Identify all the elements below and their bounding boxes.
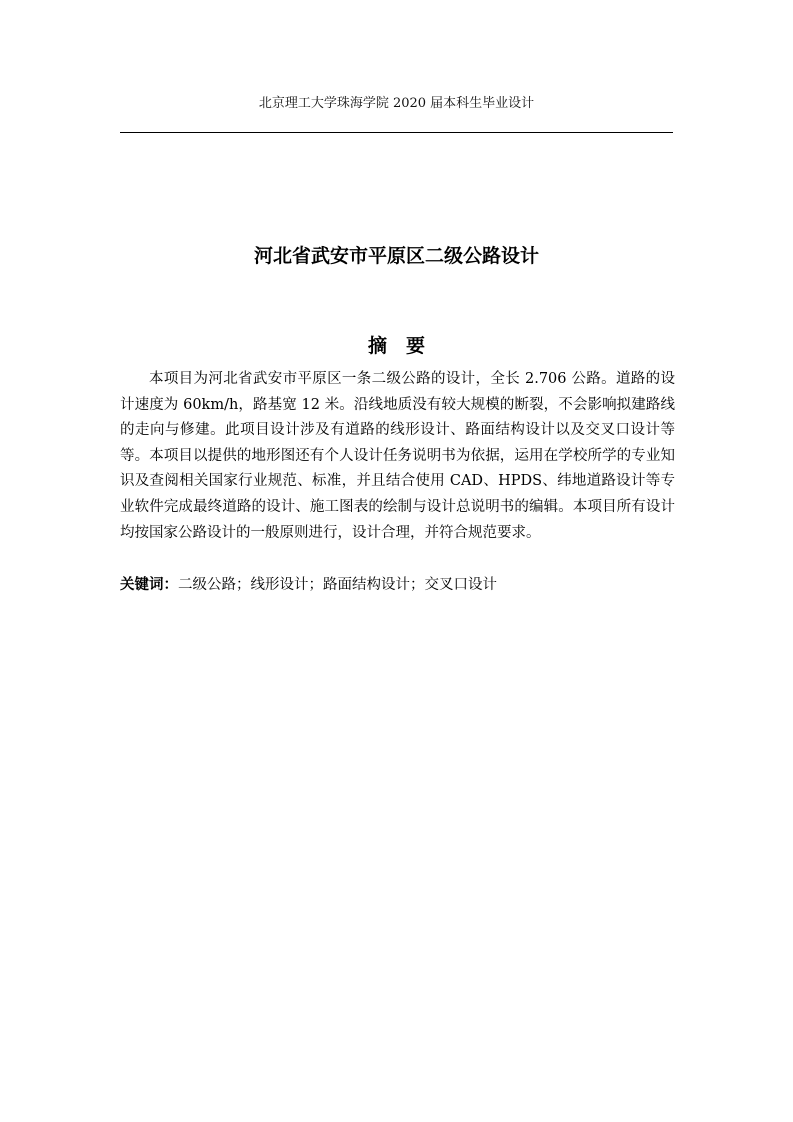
abstract-heading: 摘 要 (367, 335, 425, 357)
keywords-line (120, 573, 673, 597)
running-header: 北京理工大学珠海学院 2020 届本科生毕业设计 (258, 96, 535, 111)
keywords-label: 关键词： (120, 577, 178, 593)
keywords-value: 二级公路；线形设计；路面结构设计；交叉口设计 (178, 577, 497, 593)
abstract-body: 本项目为河北省武安市平原区一条二级公路的设计，全长 2.706 公路。道路的设计速度为 60km/h，路基宽 12 米。沿线地质没有较大规模的断裂，不会影响拟建路线的走向与修建。此项目设计涉及有道路的线形设计、路面结构设计以及交叉口设计等等。本项目以提供的地形图还有个人设计任务说明书为依据，运用在学校所学的专业知识及查阅相关国家行业规范、标准，并且结合使用 CAD、HPDS、纬地道路设计等专业软件完成最终道路的设计、施工图表的绘制与设计总说明书的编辑。本项目所有设计均按国家公路设计的一般原则进行，设计合理，并符合规范要求。 (120, 371, 675, 541)
header-rule (120, 132, 673, 133)
thesis-title: 河北省武安市平原区二级公路设计 (253, 245, 539, 267)
